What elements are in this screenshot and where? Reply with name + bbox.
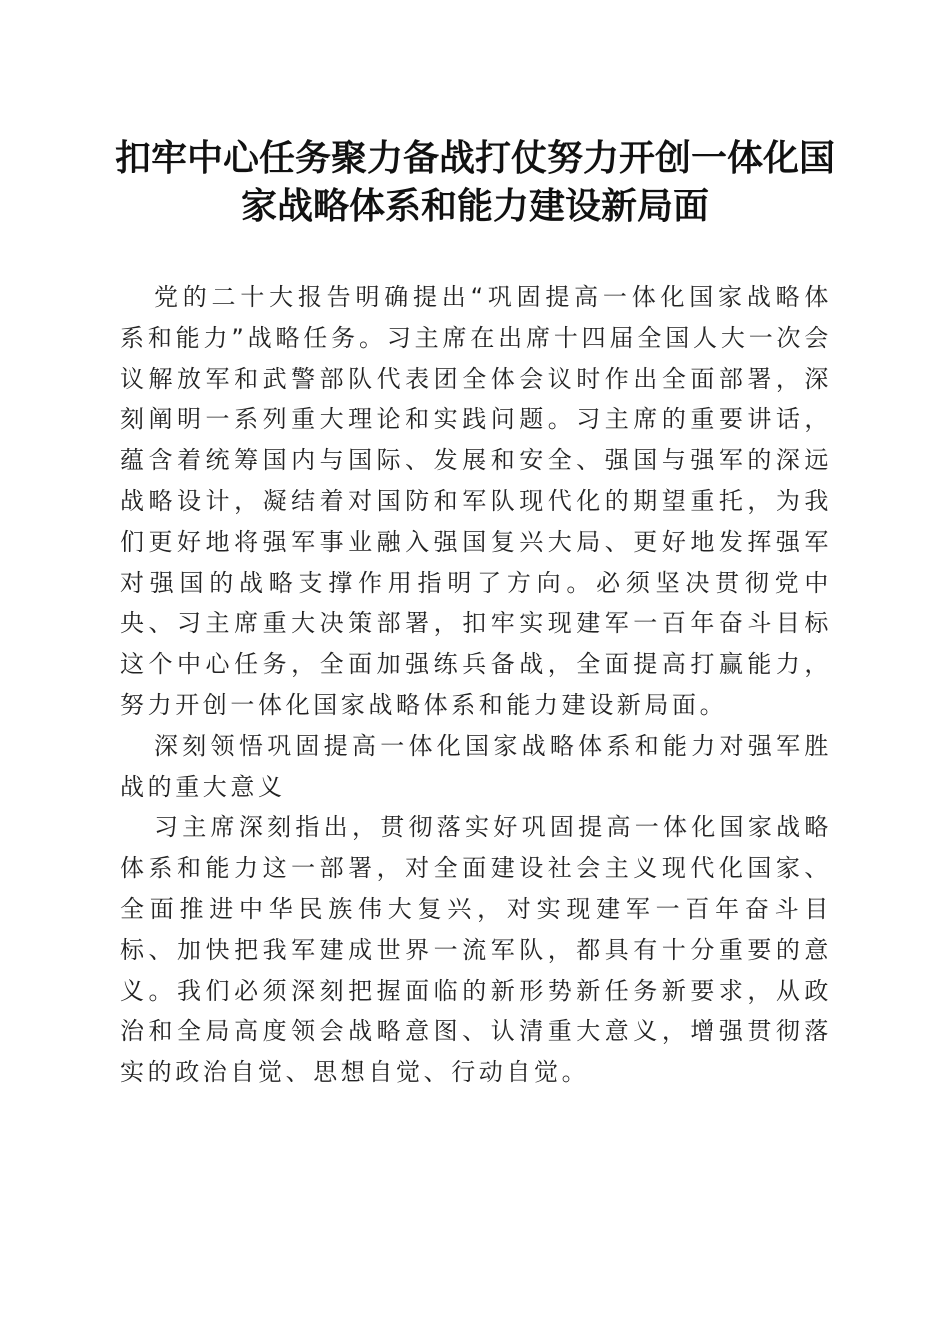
- paragraph-intro: 党的二十大报告明确提出“巩固提高一体化国家战略体系和能力”战略任务。习主席在出席十四届全国人大一次会议解放军和武警部队代表团全体会议时作出全面部署，深刻阐明一系列重大理论和实践问题。习主席的重要讲话，蕴含着统筹国内与国际、发展和安全、强国与强军的深远战略设计，凝结着对国防和军队现代化的期望重托，为我们更好地将强军事业融入强国复兴大局、更好地发挥强军对强国的战略支撑作用指明了方向。必须坚决贯彻党中央、习主席重大决策部署，扣牢实现建军一百年奋斗目标这个中心任务，全面加强练兵备战，全面提高打赢能力，努力开创一体化国家战略体系和能力建设新局面。: [120, 283, 832, 719]
- page-title: [110, 134, 840, 230]
- document-body: [120, 277, 832, 1093]
- paragraph-significance: 习主席深刻指出，贯彻落实好巩固提高一体化国家战略体系和能力这一部署，对全面建设社会主义现代化国家、全面推进中华民族伟大复兴，对实现建军一百年奋斗目标、加快把我军建成世界一流军队，都具有十分重要的意义。我们必须深刻把握面临的新形势新任务新要求，从政治和全局高度领会战略意图、认清重大意义，增强贯彻落实的政治自觉、思想自觉、行动自觉。: [120, 813, 832, 1087]
- title-line-1: 扣牢中心任务聚力备战打仗努力开创一体化国: [114, 137, 835, 179]
- title-line-2: 家战略体系和能力建设新局面: [240, 185, 709, 227]
- section-heading: 深刻领悟巩固提高一体化国家战略体系和能力对强军胜战的重大意义: [120, 731, 832, 801]
